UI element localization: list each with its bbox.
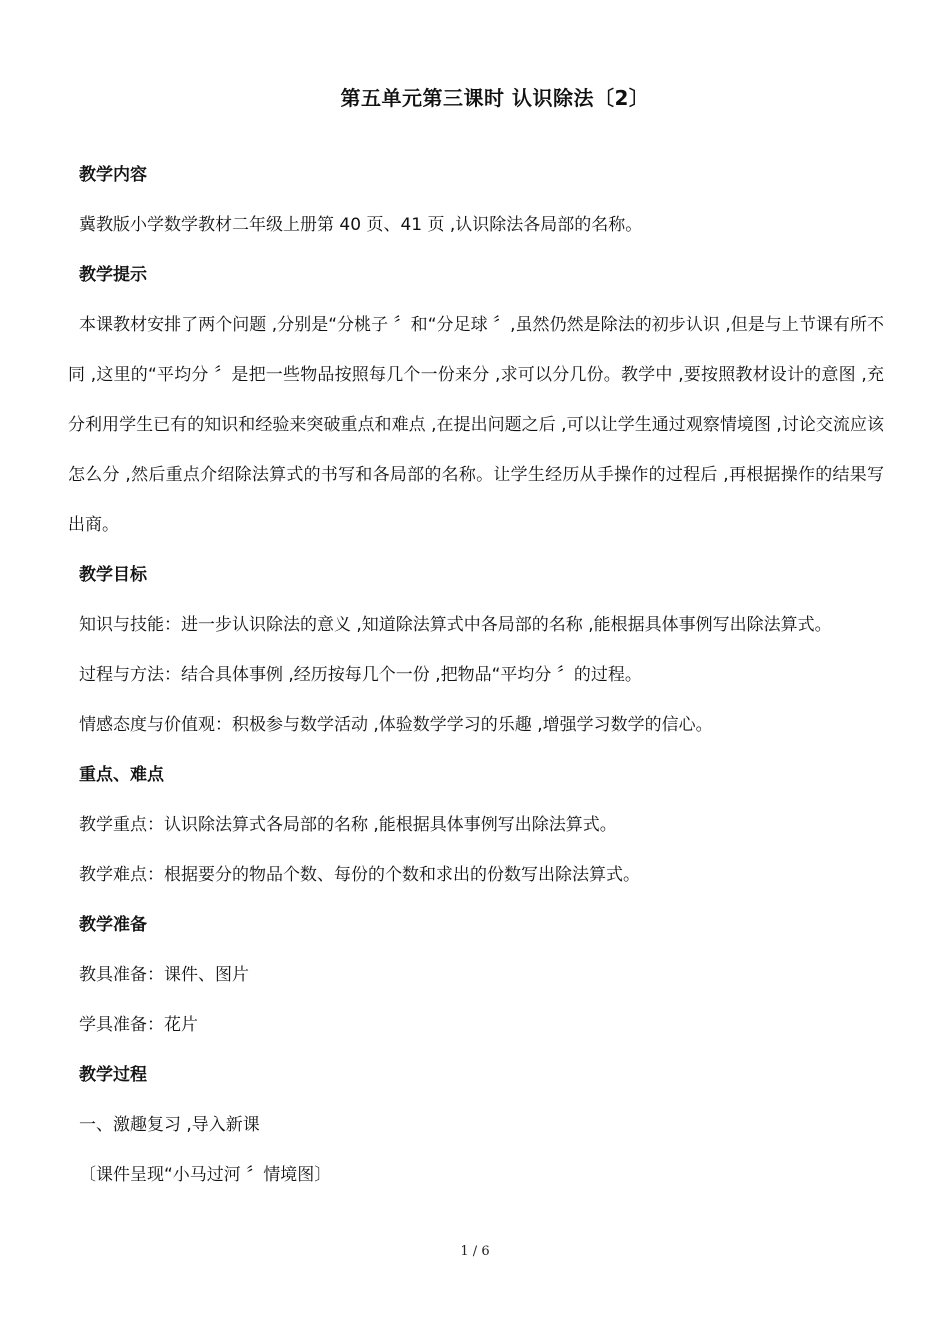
paragraph: 过程与方法：结合具体事例 ,经历按每几个一份 ,把物品“平均分 〞的过程。: [79, 665, 642, 685]
section-heading: 教学内容: [79, 165, 147, 185]
page-number: 1 / 6: [460, 1244, 490, 1259]
paragraph: 教学难点：根据要分的物品个数、每份的个数和求出的份数写出除法算式。: [79, 865, 640, 885]
document-body: [68, 150, 884, 1200]
section-heading: 教学目标: [79, 565, 147, 585]
paragraph: 学具准备：花片: [79, 1015, 198, 1035]
document-title: 第五单元第三课时 认识除法〔2〕: [340, 86, 650, 110]
paragraph: 教学重点：认识除法算式各局部的名称 ,能根据具体事例写出除法算式。: [79, 815, 617, 835]
paragraph: 本课教材安排了两个问题 ,分别是“分桃子 〞和“分足球 〞,虽然仍然是除法的初步认识 ,但是与上节课有所不同 ,这里的“平均分 〞是把一些物品按照每几个一份来分 ,求可以分几份。教学中 ,要按照教材设计的意图 ,充分利用学生已有的知识和经验来突破重点和难点 ,在提出问题之后 ,可以让学生通过观察情境图 ,讨论交流应该怎么分 ,然后重点介绍除法算式的书写和各局部的名称。让学生经历从手操作的过程后 ,再根据操作的结果写出商。: [68, 315, 884, 535]
section-heading: 教学过程: [79, 1065, 147, 1085]
section-heading: 重点、难点: [79, 765, 164, 785]
paragraph: 一、激趣复习 ,导入新课: [79, 1115, 260, 1135]
section-heading: 教学准备: [79, 915, 147, 935]
paragraph: 冀教版小学数学教材二年级上册第 40 页、41 页 ,认识除法各局部的名称。: [79, 215, 643, 235]
section-heading: 教学提示: [79, 265, 147, 285]
paragraph: 知识与技能：进一步认识除法的意义 ,知道除法算式中各局部的名称 ,能根据具体事例写出除法算式。: [79, 615, 832, 635]
paragraph: 情感态度与价值观：积极参与数学活动 ,体验数学学习的乐趣 ,增强学习数学的信心。: [79, 715, 713, 735]
paragraph: 教具准备：课件、图片: [79, 965, 249, 985]
paragraph: 〔课件呈现“小马过河 〞情境图〕: [79, 1165, 332, 1185]
